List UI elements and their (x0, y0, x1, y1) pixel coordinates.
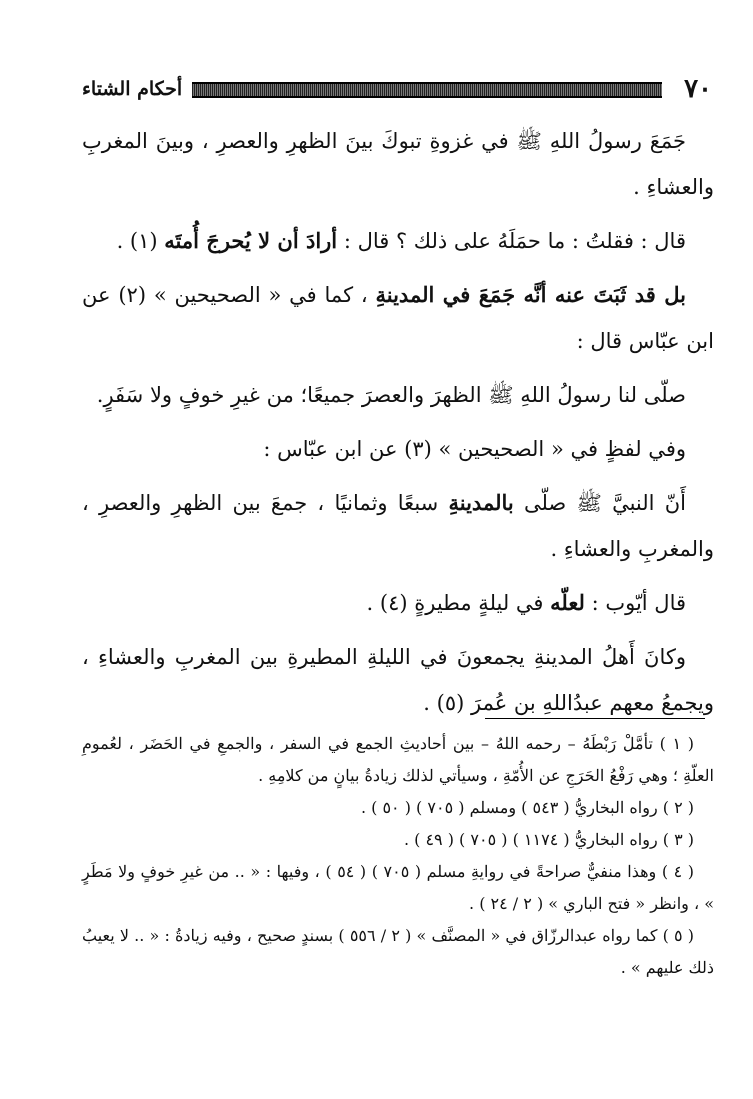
page-number: ٧٠ (684, 74, 712, 104)
footnote: ( ١ ) تأمَّلْ رَبْطَهُ – رحمه اللهُ – بين أحاديثِ الجمع في السفر ، والجمعِ في الحَضَر ، لعُمومِ العلّةِ ؛ وهي رَفْعُ الحَرَجِ عن الأُمّةِ ، وسيأتي لذلك زيادةُ بيانٍ من كلامِهِ . (82, 734, 714, 785)
footnote-ref: (١) . (116, 229, 165, 253)
page-header (82, 72, 712, 108)
bold-quote: بل قد ثَبَتَ عنه أنَّه جَمَعَ في المدينةِ (375, 282, 686, 307)
paragraph (82, 218, 714, 264)
footnote-separator (485, 718, 705, 719)
footnote: ( ٣ ) رواه البخاريُّ ( ١١٧٤ ) ( ٧٠٥ ) ( ٤٩ ) . (403, 830, 694, 849)
paragraph (82, 480, 714, 572)
paragraph-text: أَنّ النبيَّ ﷺ صلّى (513, 491, 686, 515)
main-text (82, 118, 714, 734)
paragraph-text: ، كما في « الصحيحين » (٢) عن ابن عبّاس قال : (82, 283, 714, 353)
paragraph-text: وفي لفظٍ في « الصحيحين » (٣) عن ابن عبّاس : (263, 437, 686, 461)
footnote: ( ٥ ) كما رواه عبدالرزّاق في « المصنَّف » ( ٢ / ٥٥٦ ) بسندٍ صحيح ، وفيه زيادةُ : « .. لا يعيبُ ذلك عليهم » . (82, 926, 714, 977)
paragraph-text: سبعًا وثمانيًا ، جمعَ بين الظهرِ والعصرِ ، والمغربِ والعشاءِ . (82, 491, 714, 561)
paragraph-text: وكانَ أَهلُ المدينةِ يجمعونَ في الليلةِ المطيرةِ بين المغربِ والعشاءِ ، ويجمعُ معهم عبدُاللهِ بن عُمرَ (٥) . (82, 645, 714, 715)
footnotes (82, 728, 714, 984)
paragraph-text: في ليلةٍ مطيرةٍ (٤) . (366, 591, 551, 615)
paragraph-text: صلّى لنا رسولُ اللهِ ﷺ الظهرَ والعصرَ جميعًا؛ من غيرِ خوفٍ ولا سَفَرٍ. (96, 383, 686, 407)
bold-quote: أرادَ أن لا يُحرجَ أُمتَه (164, 228, 338, 253)
footnote: ( ٤ ) وهذا منفيٌّ صراحةً في روايةِ مسلم ( ٧٠٥ ) ( ٥٤ ) ، وفيها : « .. من غيرِ خوفٍ ولا مَطَرٍ » ، وانظر « فتح الباري » ( ٢ / ٢٤ ) . (82, 862, 714, 913)
bold-word: بالمدينةِ (448, 490, 514, 515)
running-book-title: أحكام الشتاء (82, 78, 183, 100)
paragraph (82, 372, 714, 418)
paragraph (82, 634, 714, 726)
paragraph (82, 272, 714, 364)
paragraph-text: جَمَعَ رسولُ اللهِ ﷺ في غزوةِ تبوكَ بينَ الظهرِ والعصرِ ، وبينَ المغربِ والعشاءِ . (82, 129, 714, 199)
paragraph-text: قال : فقلتُ : ما حمَلَهُ على ذلك ؟ قال : (337, 229, 686, 253)
header-decorative-rule (192, 82, 662, 98)
paragraph (82, 580, 714, 626)
paragraph-text: قال أيّوب : (584, 591, 686, 615)
bold-word: لعلّه (550, 590, 585, 615)
paragraph (82, 118, 714, 210)
footnote: ( ٢ ) رواه البخاريُّ ( ٥٤٣ ) ومسلم ( ٧٠٥ ) ( ٥٠ ) . (360, 798, 694, 817)
paragraph (82, 426, 714, 472)
